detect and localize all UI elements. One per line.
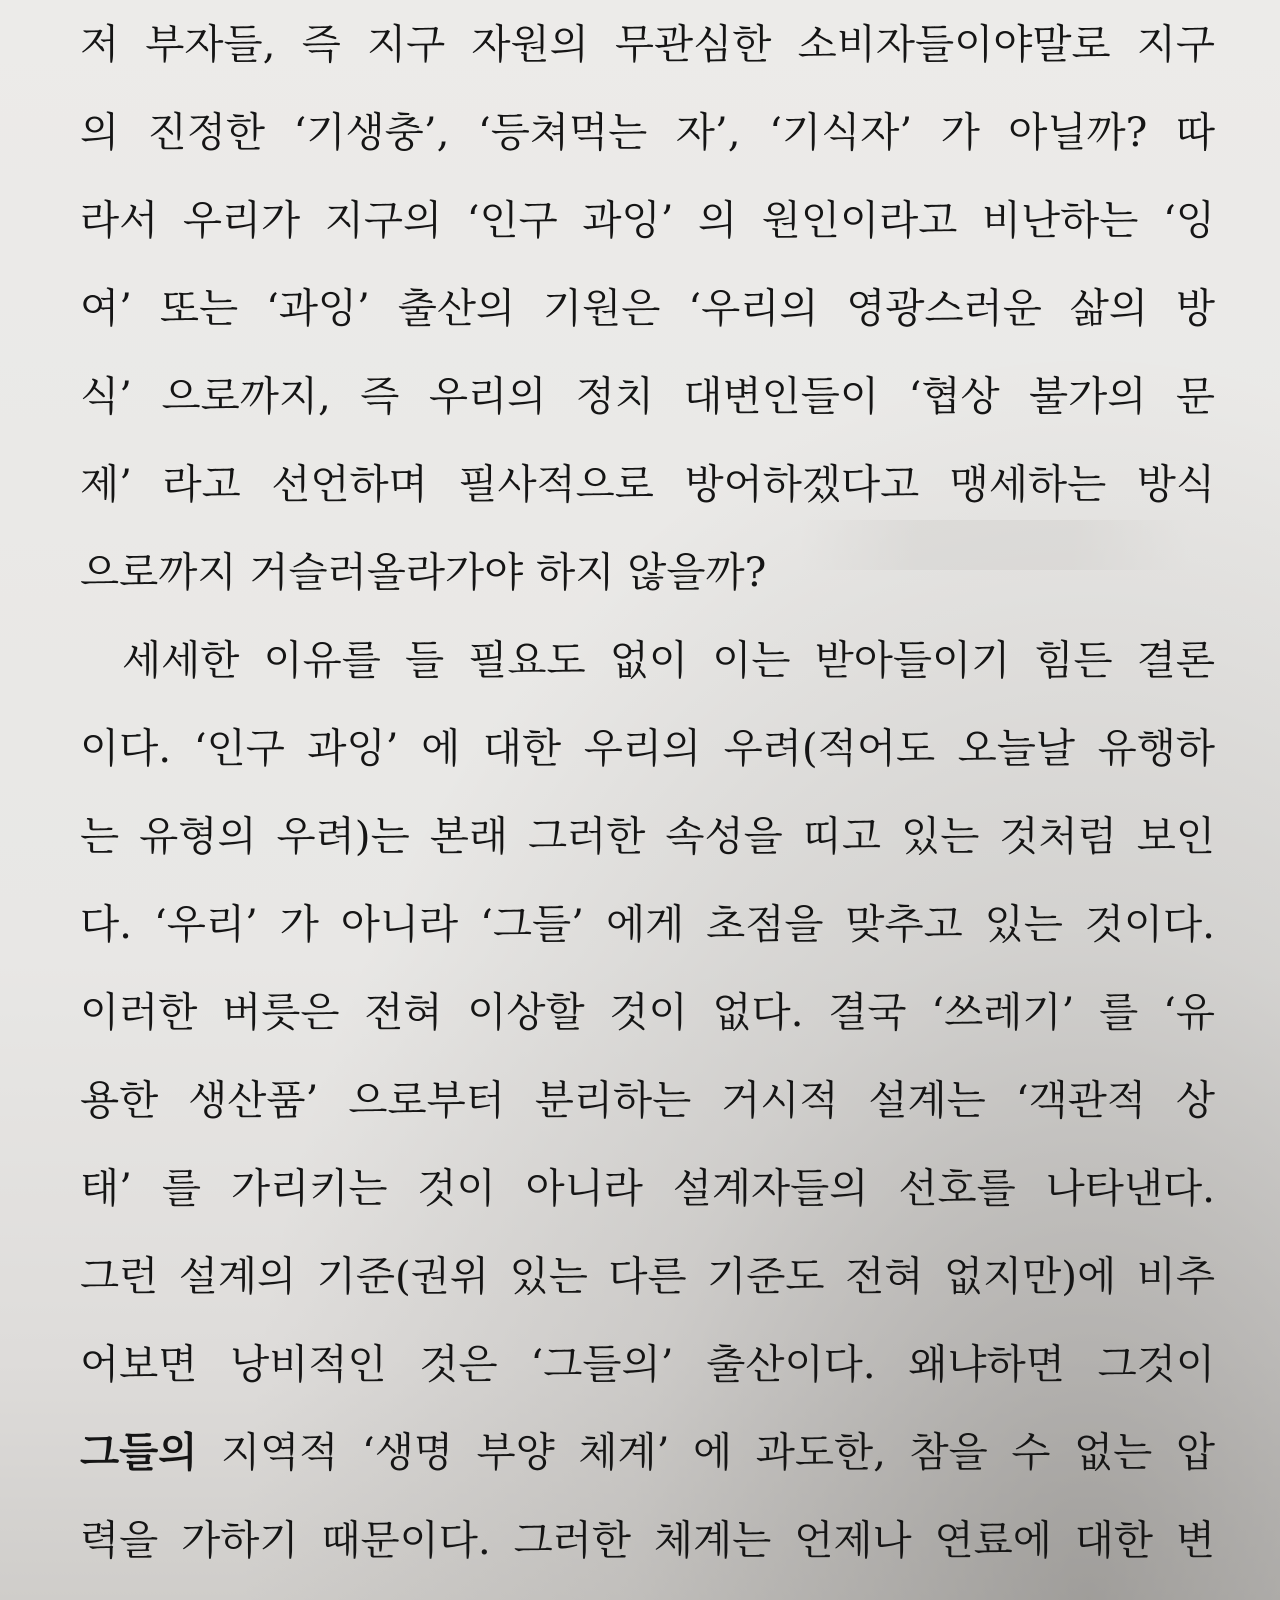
text-line: 다. ‘우리’ 가 아니라 ‘그들’ 에게 초점을 맞추고 있는 것이다. (80, 900, 1215, 948)
text-line: 의 진정한 ‘기생충’, ‘등쳐먹는 자’, ‘기식자’ 가 아닐까? 따 (80, 108, 1215, 156)
text-line: 이다. ‘인구 과잉’ 에 대한 우리의 우려(적어도 오늘날 유행하 (80, 724, 1215, 772)
text-line: 그런 설계의 기준(권위 있는 다른 기준도 전혀 없지만)에 비추 (80, 1252, 1215, 1300)
text-line: 으로까지 거슬러올라가야 하지 않을까? (80, 548, 767, 596)
text-line: 태’ 를 가리키는 것이 아니라 설계자들의 선호를 나타낸다. (80, 1164, 1215, 1212)
text-line-rest: 지역적 ‘생명 부양 체계’ 에 과도한, 참을 수 없는 압 (197, 1428, 1215, 1476)
text-line: 이러한 버릇은 전혀 이상할 것이 없다. 결국 ‘쓰레기’ 를 ‘유 (80, 988, 1215, 1036)
text-line: 라서 우리가 지구의 ‘인구 과잉’ 의 원인이라고 비난하는 ‘잉 (80, 196, 1215, 244)
body-text (80, 0, 1215, 1584)
text-line: 저 부자들, 즉 지구 자원의 무관심한 소비자들이야말로 지구 (80, 20, 1215, 68)
text-line (80, 1408, 1215, 1496)
text-line: 어보면 낭비적인 것은 ‘그들의’ 출산이다. 왜냐하면 그것이 (80, 1340, 1215, 1388)
text-line: 는 유형의 우려)는 본래 그러한 속성을 띠고 있는 것처럼 보인 (80, 812, 1215, 860)
text-line: 세세한 이유를 들 필요도 없이 이는 받아들이기 힘든 결론 (122, 636, 1215, 684)
text-line: 제’ 라고 선언하며 필사적으로 방어하겠다고 맹세하는 방식 (80, 460, 1215, 508)
text-line: 식’ 으로까지, 즉 우리의 정치 대변인들이 ‘협상 불가의 문 (80, 372, 1215, 420)
text-line: 용한 생산품’ 으로부터 분리하는 거시적 설계는 ‘객관적 상 (80, 1076, 1215, 1124)
text-line: 여’ 또는 ‘과잉’ 출산의 기원은 ‘우리의 영광스러운 삶의 방 (80, 284, 1215, 332)
bold-emphasis: 그들의 (80, 1428, 198, 1476)
text-line: 력을 가하기 때문이다. 그러한 체계는 언제나 연료에 대한 변 (80, 1516, 1215, 1564)
